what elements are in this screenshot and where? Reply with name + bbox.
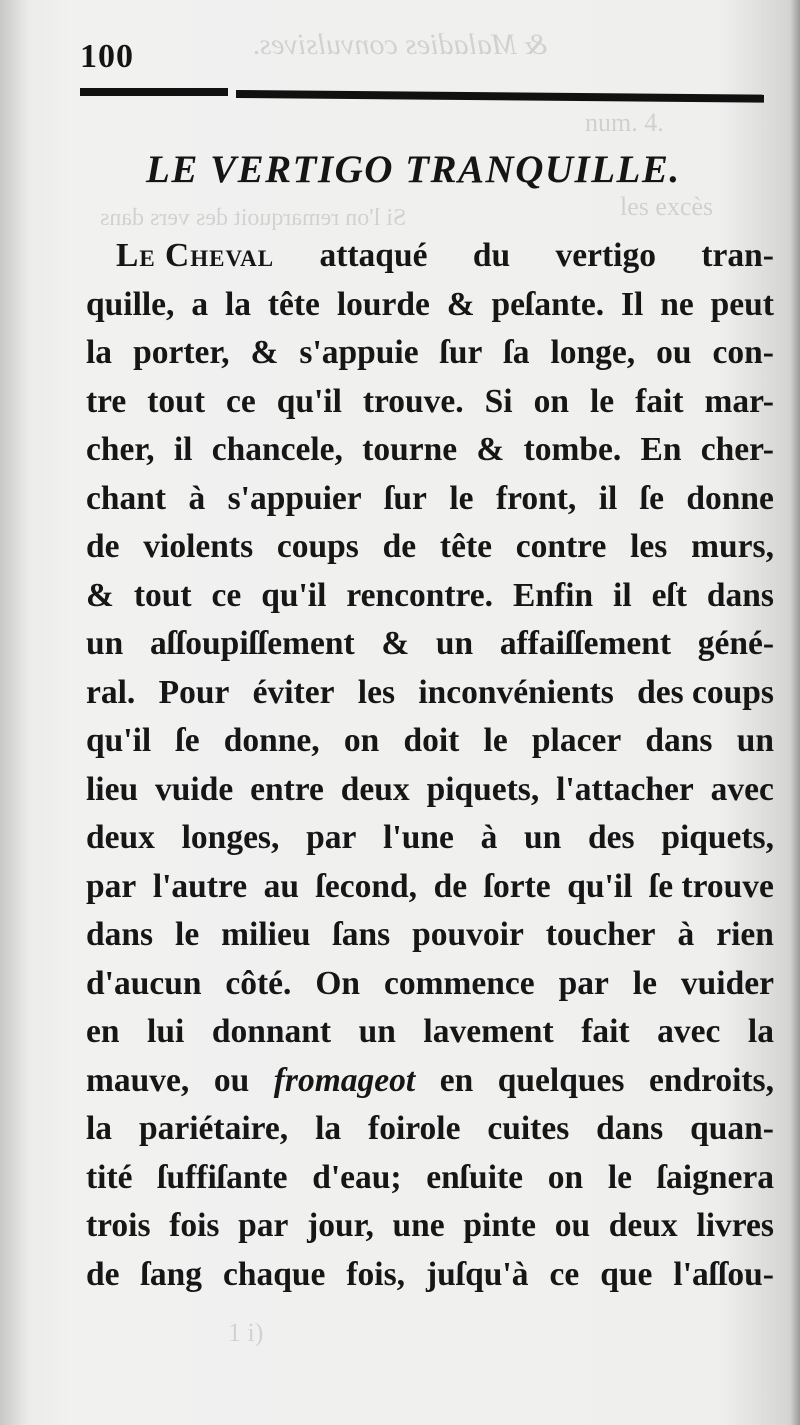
text-line <box>86 960 774 1009</box>
text-line <box>86 1202 774 1251</box>
word: du <box>472 237 511 274</box>
word: on <box>533 382 569 420</box>
word: lourde <box>336 285 430 323</box>
word: ſur <box>384 479 427 517</box>
word: la <box>224 285 251 323</box>
word: ſe trouve <box>648 867 774 905</box>
show-through-text: Si l'on remarquoit des vers dans <box>100 205 407 231</box>
word: con- <box>712 334 774 371</box>
word: tre <box>86 382 127 420</box>
word: la <box>747 1013 774 1050</box>
word: entre <box>250 770 324 808</box>
word: avec <box>657 1013 721 1050</box>
word: ce <box>549 1255 580 1293</box>
text-line <box>86 814 774 863</box>
word: par <box>558 964 609 1002</box>
show-through-header: & Maladies convulsives. <box>252 28 548 61</box>
word: on <box>547 1158 584 1196</box>
word: une <box>392 1207 445 1244</box>
word: ſe <box>639 479 664 517</box>
word: le <box>449 479 474 517</box>
word: éviter <box>252 673 335 711</box>
word: qu'il <box>261 576 327 614</box>
header-rule-left <box>80 88 228 96</box>
text-line <box>86 523 774 572</box>
word: & <box>476 431 505 468</box>
word: enſuite <box>426 1158 524 1196</box>
word: avec <box>710 770 774 808</box>
text-line <box>86 572 774 621</box>
word: rencontre. <box>346 576 494 614</box>
show-through-text: num. 4. <box>585 108 664 137</box>
word: On <box>315 964 361 1002</box>
word: Si <box>484 382 513 420</box>
word: tran- <box>701 237 774 274</box>
word: qu'il <box>567 867 633 905</box>
word: trois <box>86 1207 151 1244</box>
word: chaque <box>222 1255 326 1293</box>
word: dans <box>706 576 774 614</box>
word: des coups <box>637 673 774 711</box>
word: de <box>86 528 120 565</box>
word: doit <box>403 722 460 759</box>
word: de <box>433 867 468 905</box>
word: par <box>306 819 357 856</box>
word: inconvénients <box>418 673 614 711</box>
word: en <box>86 1013 120 1050</box>
word: lavement <box>423 1013 554 1050</box>
word: pinte <box>463 1207 536 1244</box>
word: l'attacher <box>556 770 694 808</box>
word: ſa <box>503 334 530 371</box>
text-line <box>86 620 774 669</box>
word: deux <box>86 819 155 856</box>
show-through-text: les excès <box>620 192 714 221</box>
word: le <box>589 382 615 420</box>
word: milieu <box>221 916 311 953</box>
word: cher- <box>700 431 774 468</box>
word: le <box>175 916 200 953</box>
word: que <box>600 1255 653 1293</box>
chapter-title: LE VERTIGO TRANQUILLE. <box>146 148 681 191</box>
word: a <box>191 285 209 323</box>
word: chant <box>86 479 167 517</box>
text-line <box>86 281 774 330</box>
word: ne <box>660 285 694 323</box>
word: quille, <box>86 285 175 323</box>
word: jour, <box>307 1207 374 1244</box>
word: ce <box>225 382 256 420</box>
text-line <box>86 1008 774 1057</box>
text-line <box>86 717 774 766</box>
word: coups <box>276 528 359 565</box>
word: il <box>613 576 632 614</box>
word: des <box>588 819 635 856</box>
word: en <box>439 1061 474 1099</box>
word: ſang <box>140 1255 202 1293</box>
word: pariétaire, <box>138 1110 289 1147</box>
word: cher, <box>86 431 155 468</box>
word: porter, <box>133 334 230 371</box>
word: ou <box>554 1207 591 1244</box>
word: par <box>238 1207 289 1244</box>
word: ce <box>211 576 242 614</box>
text-line <box>86 1105 774 1154</box>
word: vuide <box>155 770 234 808</box>
word: mar- <box>704 382 774 420</box>
word: placer <box>531 722 622 759</box>
word: juſqu'à <box>426 1255 529 1293</box>
word: dans <box>86 916 154 953</box>
word: le <box>483 722 508 759</box>
text-line <box>86 1057 774 1106</box>
word: ſaignera <box>656 1158 774 1196</box>
word: d'eau; <box>312 1158 402 1196</box>
word: vuider <box>680 964 774 1002</box>
word: la <box>86 334 113 371</box>
word: longes, <box>181 819 280 856</box>
text-line <box>86 426 774 475</box>
text-line <box>86 232 774 281</box>
word: l'aſſou- <box>673 1255 774 1293</box>
word: tête <box>267 285 320 323</box>
word: donnant <box>211 1013 332 1050</box>
word: les <box>630 528 668 565</box>
word: trouve. <box>362 382 464 420</box>
word: fromageot <box>273 1061 416 1099</box>
word: le <box>607 1158 633 1196</box>
word: tité <box>86 1158 133 1196</box>
word: lui <box>147 1013 185 1050</box>
word: tombe. <box>523 431 622 468</box>
word: la <box>315 1110 342 1147</box>
text-line <box>86 378 774 427</box>
word: piquets, <box>661 819 774 856</box>
word: Il <box>621 285 644 323</box>
word: ſur <box>439 334 483 371</box>
word: & <box>381 625 410 662</box>
word: contre <box>515 528 607 565</box>
word: ou <box>656 334 692 371</box>
word: un <box>86 625 124 662</box>
word: affaiſſement <box>499 625 672 662</box>
word: ou <box>213 1061 250 1099</box>
word: & <box>86 576 114 614</box>
word: Pour <box>158 673 230 711</box>
word: fait <box>635 382 684 420</box>
show-through-text: 1 i) <box>228 1318 264 1347</box>
page-number: 100 <box>80 38 134 75</box>
word: les <box>357 673 396 711</box>
word: tout <box>147 382 205 420</box>
word: deux <box>608 1207 678 1244</box>
word: ſorte <box>483 867 551 905</box>
word: on <box>343 722 380 759</box>
word: & <box>250 334 279 371</box>
word: il <box>598 479 618 517</box>
word: Enfin <box>513 576 594 614</box>
word: à <box>188 479 206 517</box>
text-line <box>86 329 774 378</box>
word: un <box>524 819 562 856</box>
text-line <box>86 669 774 718</box>
word: ſe <box>175 722 200 759</box>
word: tout <box>133 576 192 614</box>
word: au <box>263 867 300 905</box>
word: murs, <box>691 528 774 565</box>
word: vertigo <box>555 237 656 274</box>
word: violents <box>143 528 254 565</box>
word: piquets, <box>426 770 540 808</box>
word: à <box>677 916 695 953</box>
word: Le Cheval <box>116 237 275 274</box>
word: côté. <box>225 964 292 1002</box>
word: géné- <box>697 625 774 662</box>
word: cuites <box>487 1110 570 1147</box>
word: quelques <box>497 1061 625 1099</box>
word: s'appuier <box>227 479 362 517</box>
word: d'aucun <box>86 964 202 1002</box>
word: de <box>86 1255 120 1293</box>
text-line <box>86 475 774 524</box>
word: ſans <box>332 916 391 953</box>
word: dans <box>596 1110 664 1147</box>
word: fait <box>581 1013 630 1050</box>
word: un <box>358 1013 396 1050</box>
word: ral. <box>86 673 136 711</box>
word: commence <box>384 964 535 1002</box>
word: la <box>86 1110 113 1147</box>
word: de <box>382 528 417 565</box>
word: qu'il <box>86 722 152 759</box>
word: qu'il <box>276 382 342 420</box>
word: par <box>86 867 137 905</box>
header-rule-right <box>236 90 764 103</box>
word: s'appuie <box>299 334 419 371</box>
word: dans <box>645 722 713 759</box>
word: un <box>435 625 474 662</box>
word: livres <box>696 1207 774 1244</box>
word: le <box>632 964 657 1002</box>
word: longe, <box>550 334 636 371</box>
text-line <box>86 1154 774 1203</box>
text-line <box>86 1251 774 1300</box>
word: fois, <box>346 1255 406 1293</box>
word: tourne <box>362 431 458 468</box>
text-line <box>86 911 774 960</box>
word: à <box>480 819 498 856</box>
word: donne <box>686 479 774 517</box>
word: toucher <box>545 916 656 953</box>
word: tête <box>439 528 492 565</box>
word: l'une <box>383 819 454 856</box>
word: rien <box>716 916 774 953</box>
word: lieu <box>86 770 139 808</box>
text-line <box>86 766 774 815</box>
word: fois <box>169 1207 220 1244</box>
word: deux <box>340 770 410 808</box>
word: foirole <box>368 1110 461 1147</box>
word: donne, <box>223 722 320 759</box>
word: ſecond, <box>315 867 418 905</box>
word: pouvoir <box>412 916 524 953</box>
word: mauve, <box>86 1061 190 1099</box>
word: attaqué <box>319 237 428 274</box>
word: il <box>173 431 193 468</box>
text-line <box>86 863 774 912</box>
word: & <box>446 285 475 323</box>
word: chancele, <box>211 431 343 468</box>
word: peſante. <box>491 285 605 323</box>
word: En <box>640 431 682 468</box>
word: aſſoupiſſement <box>149 625 355 662</box>
body-text <box>86 232 774 1299</box>
word: peut <box>710 285 774 323</box>
word: un <box>736 722 774 759</box>
word: endroits, <box>648 1061 774 1099</box>
word: eſt <box>651 576 687 614</box>
word: quan- <box>690 1110 774 1147</box>
word: front, <box>495 479 577 517</box>
word: ſuffiſante <box>157 1158 288 1196</box>
word: l'autre <box>152 867 248 905</box>
